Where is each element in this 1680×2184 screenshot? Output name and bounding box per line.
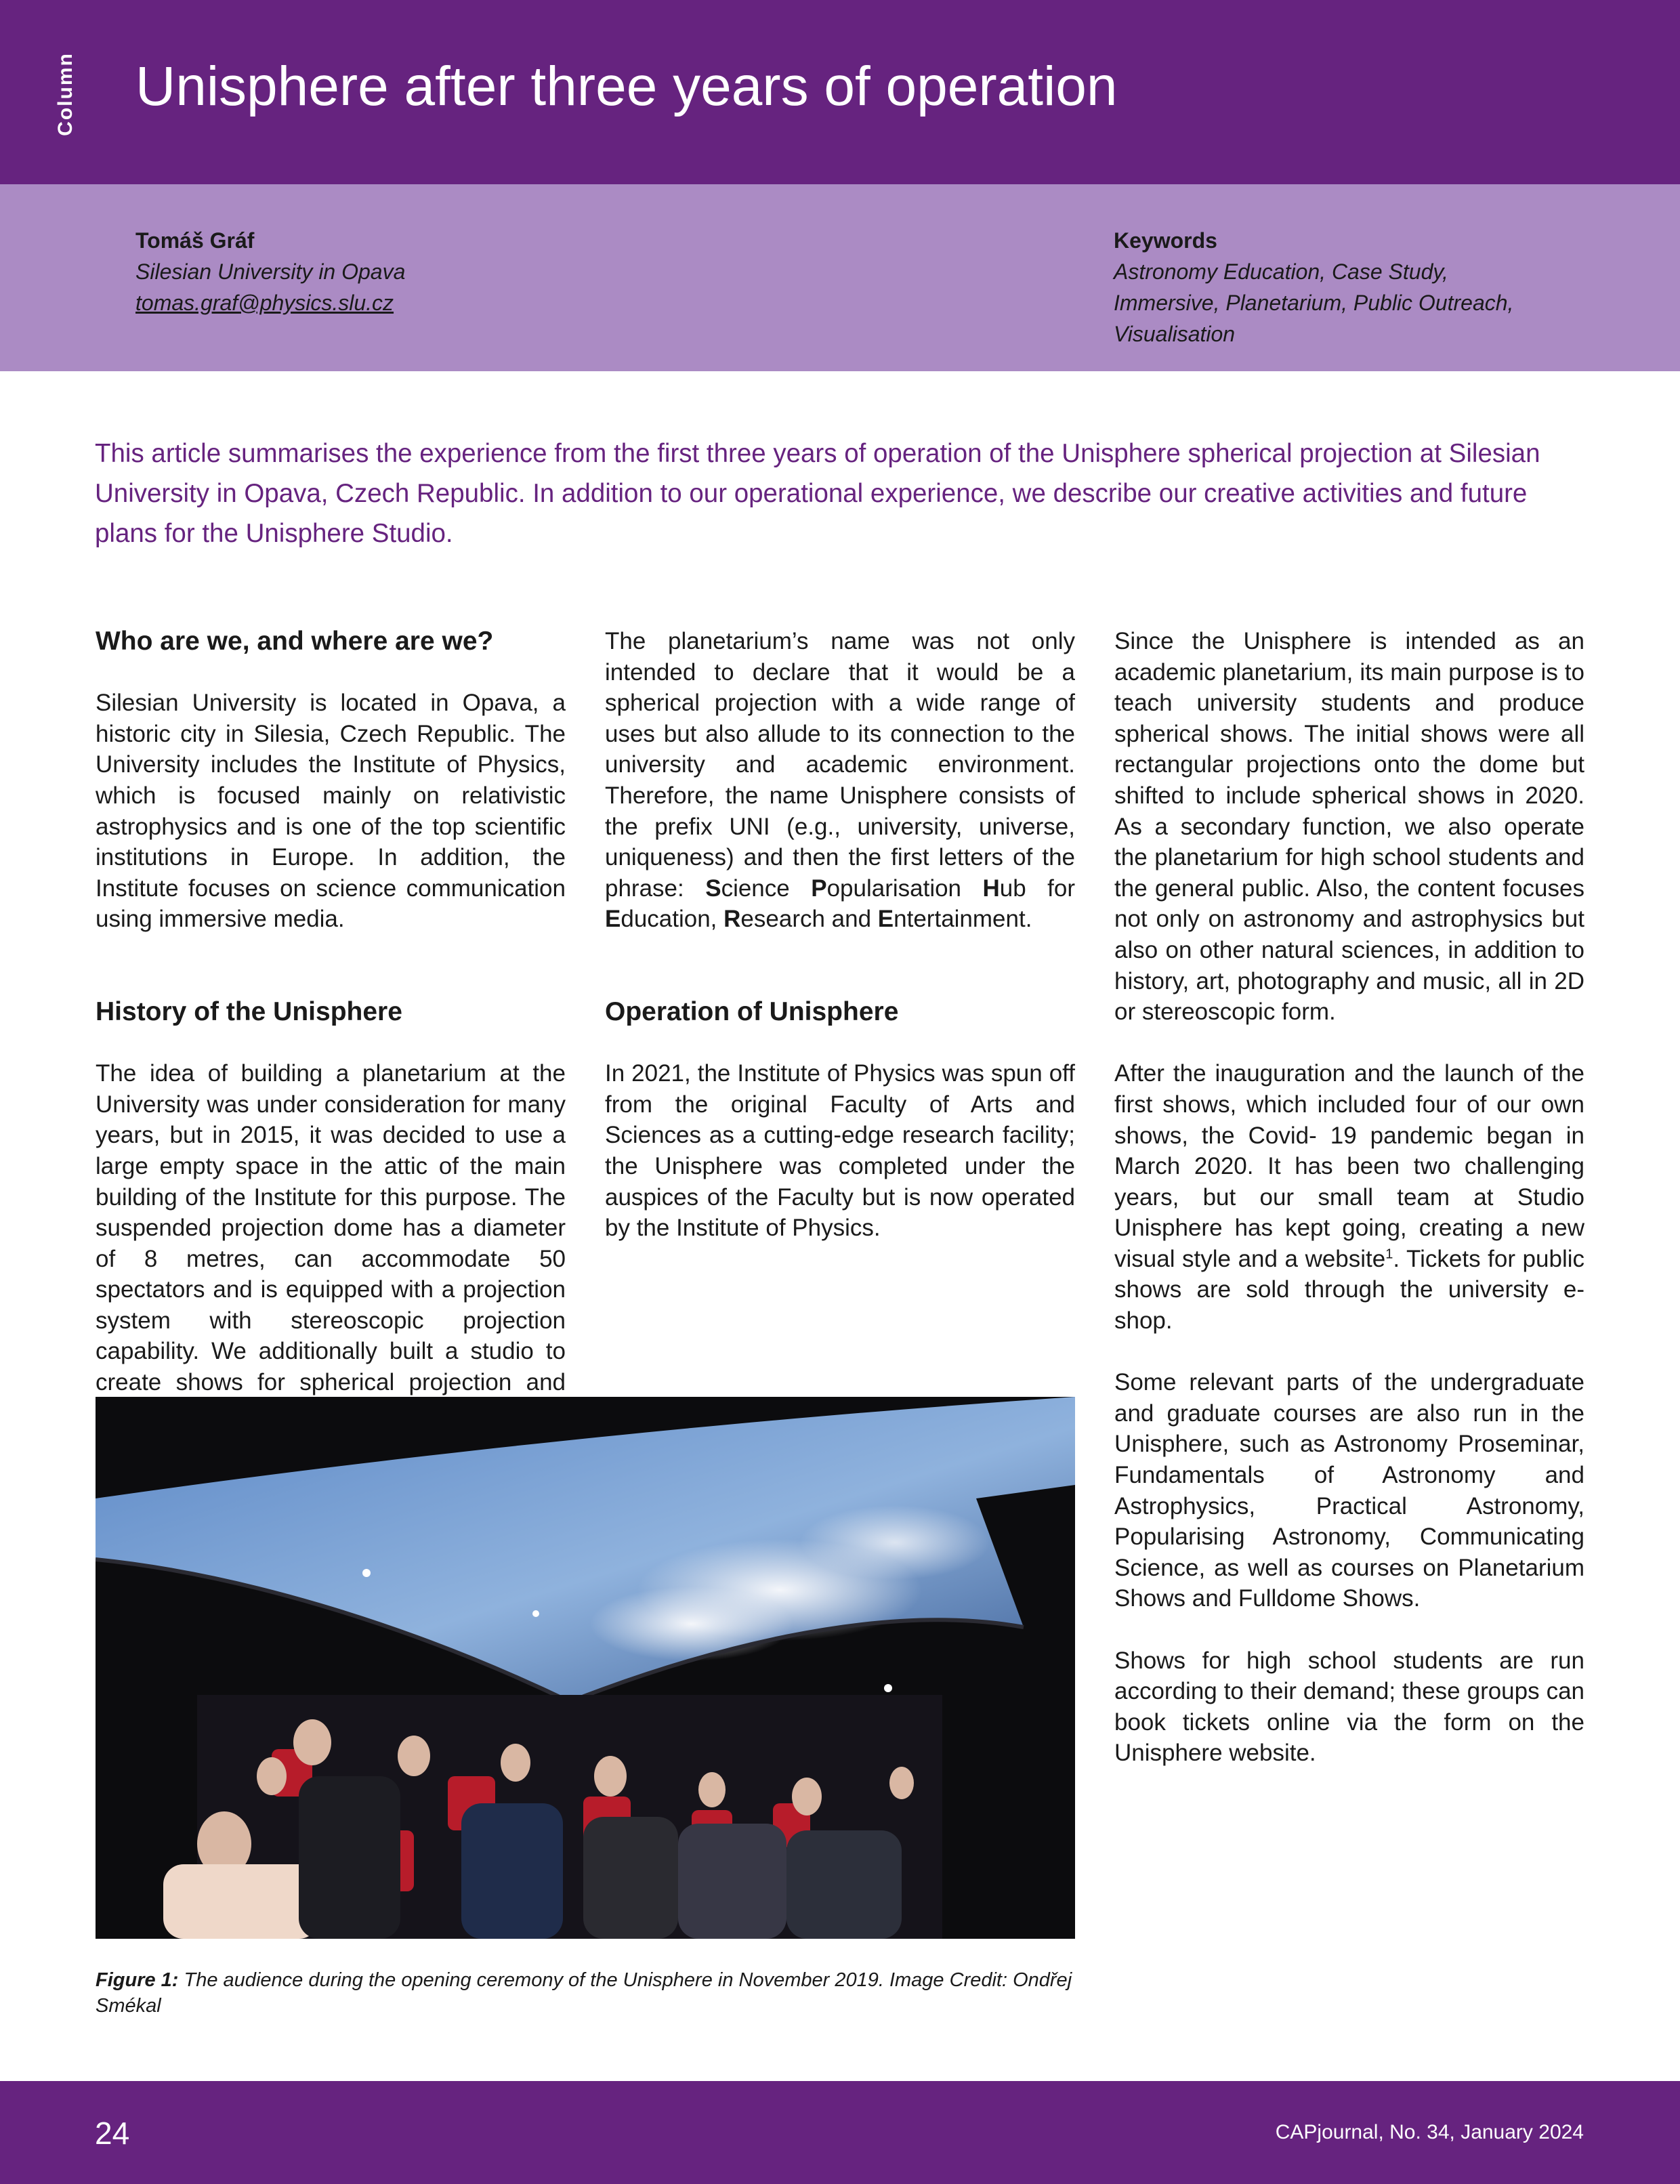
keywords-heading: Keywords [1114, 228, 1217, 253]
section-heading-history: History of the Unisphere [96, 996, 402, 1026]
text-column-2 [605, 626, 1075, 1274]
author-affiliation: Silesian University in Opava [135, 259, 406, 284]
author-block [135, 225, 405, 318]
paragraph: In 2021, the Institute of Physics was spun off from the original Faculty of Arts and Sciences as a cutting-edge research facility; the Unisphere was completed under the auspices of the Faculty but is now operated by the Institute of Physics. [605, 1060, 1075, 1242]
author-name: Tomáš Gráf [135, 228, 255, 253]
keywords-list: Astronomy Education, Case Study, Immersive, Planetarium, Public Outreach, Visualisation [1114, 259, 1514, 346]
figure-photo [96, 1397, 1075, 1939]
paragraph: The idea of building a planetarium at the University was under consideration for many years, but in 2015, it was decided to use a large empty space in the attic of the main building of the Institute for this purpose. The suspended projection dome has a diameter of 8 metres, can accommodate 50 spectators and is equipped with a projection system with stereoscopic projection capability. We additionally built a studio to create shows for spherical projection and [96, 1060, 566, 1396]
paragraph: After the inauguration and the launch of the first shows, which included four of our own shows, the Covid- 19 pandemic began in March 2020. It has been two challenging years, but our small team at Studio Unisphere has kept going, creating a new visual style and a website$^1$. Tickets for public shows are sold through the university e-shop. [1114, 1060, 1584, 1335]
paragraph: The planetarium’s name was not only intended to declare that it would be a spherical projection with a wide range of uses but also allude to its connection to the university and academic environment. Therefore, the name Unisphere consists of the prefix UNI (e.g., university, universe, uniqueness) and then the first letters of the phrase: Science Popularisation Hub for Education, Research and Entertainment. [605, 628, 1075, 933]
figure-caption: Figure 1: The audience during the opening ceremony of the Unisphere in November 2019. Image Credit: Ondřej Smékal [96, 1969, 1072, 2017]
figure-label: Figure 1: [96, 1969, 179, 1991]
article-title: Unisphere after three years of operation [135, 56, 1118, 117]
paragraph: Since the Unisphere is intended as an academic planetarium, its main purpose is to teach university students and produce spherical shows. The initial shows were all rectangular projections onto the dome but shifted to include spherical shows in 2020. As a secondary function, we also operate the planetarium for high school students and the general public. Also, the content focuses not only on astronomy and astrophysics but also on other natural sciences, in addition to history, art, photography and music, all in 2D or stereoscopic form. [1114, 628, 1584, 1026]
paragraph: Shows for high school students are run according to their demand; these groups can book tickets online via the form on the Unisphere website. [1114, 1647, 1584, 1767]
text-column-3 [1114, 626, 1584, 1800]
journal-citation: CAPjournal, No. 34, January 2024 [1275, 2121, 1584, 2143]
paragraph: Silesian University is located in Opava, a historic city in Silesia, Czech Republic. The University includes the Institute of Physics, which is focused mainly on relativistic astrophysics and is one of the top scientific institutions in Europe. In addition, the Institute focuses on science communication using immersive media. [96, 690, 566, 933]
page-footer [0, 2081, 1680, 2184]
section-heading-who: Who are we, and where are we? [96, 627, 494, 656]
page-header [0, 0, 1680, 184]
author-email-link[interactable]: tomas.graf@physics.slu.cz [135, 291, 394, 315]
section-label: Column [54, 52, 77, 136]
footnote-ref: 1 [1385, 1246, 1393, 1262]
page-number: 24 [95, 2116, 130, 2151]
section-heading-operation: Operation of Unisphere [605, 996, 899, 1026]
abstract: This article summarises the experience from the first three years of operation of the Unisphere spherical projection at Silesian University in Opava, Czech Republic. In addition to our operational experience, we describe our creative activities and future plans for the Unisphere Studio. [95, 439, 1540, 548]
planetarium-audience-photo [96, 1397, 1075, 1939]
paragraph: Some relevant parts of the undergraduate and graduate courses are also run in the Unisphere, such as Astronomy Proseminar, Fundamentals of Astronomy and Astrophysics, Practical Astronomy, Popularising Astronomy, Communicating Science, as well as courses on Planetarium Shows and Fulldome Shows. [1114, 1369, 1584, 1612]
keywords-block [1114, 225, 1547, 350]
metadata-band [0, 184, 1680, 371]
